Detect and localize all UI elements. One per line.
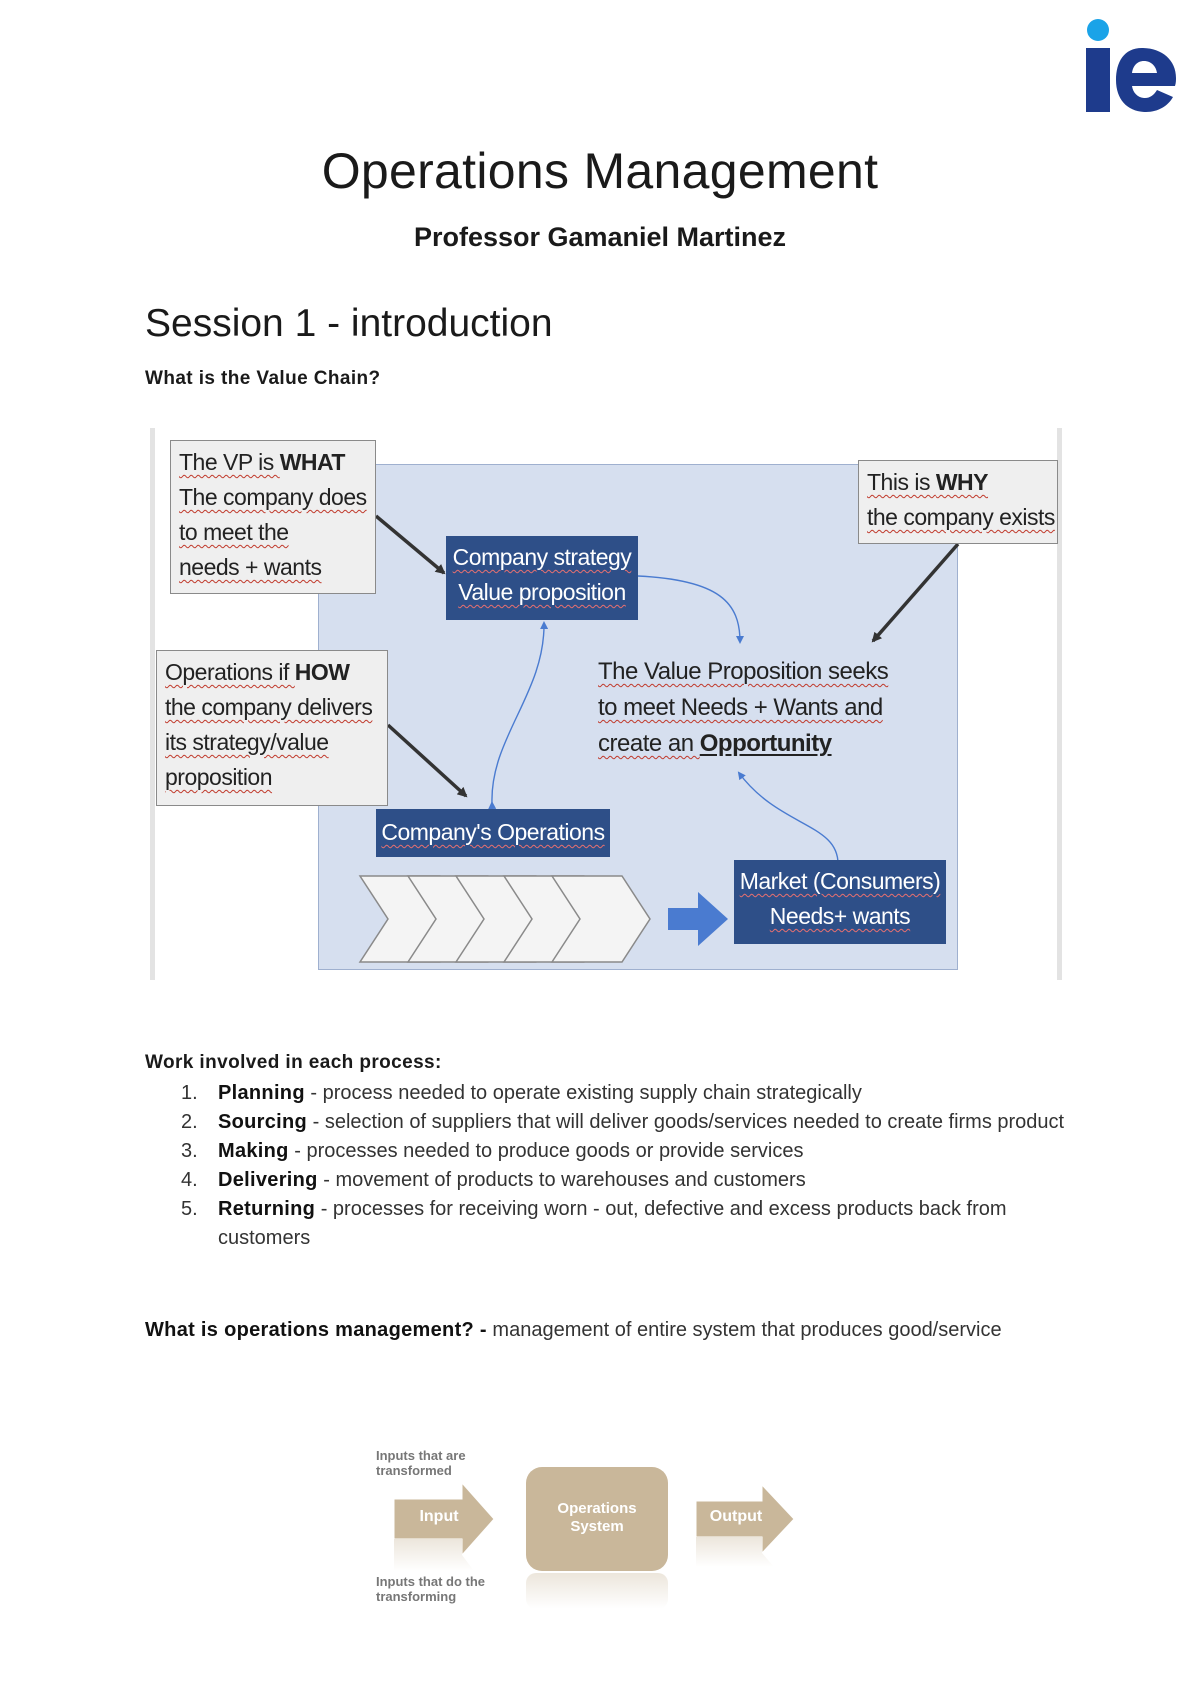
ops-callout-line4: proposition	[165, 764, 273, 790]
why-callout-line2: the company exists	[867, 504, 1055, 530]
list-term: Returning	[218, 1198, 316, 1220]
list-term: Sourcing	[218, 1111, 308, 1133]
process-heading: Work involved in each process:	[145, 1052, 442, 1073]
market-line1: Market (Consumers)	[739, 868, 941, 894]
opm-question: What is operations management? -	[145, 1319, 487, 1341]
author-name: Professor Gamaniel Martinez	[413, 222, 787, 252]
why-callout-line1-text: This is	[867, 469, 936, 495]
list-item	[145, 1079, 1065, 1108]
vp-callout-line1-text: The VP is	[179, 449, 280, 475]
opm-answer: management of entire system that produces good/service	[486, 1319, 1002, 1341]
why-callout	[858, 460, 1058, 544]
vp-what-callout	[170, 440, 376, 594]
vp-seeks-line2: to meet Needs + Wants and	[598, 694, 883, 721]
market-line2: Needs+ wants	[769, 903, 911, 929]
list-number: 1.	[181, 1082, 198, 1104]
ops-callout-line1-text: Operations if	[165, 659, 295, 685]
curve-ops-to-strategy	[492, 623, 544, 803]
operations-management-definition	[145, 1316, 1065, 1344]
strategy-line2: Value proposition	[458, 579, 626, 605]
arrow-vp-to-strategy	[376, 516, 444, 573]
list-number: 5.	[181, 1198, 198, 1220]
output-label: Output	[709, 1508, 763, 1525]
operations-system-reflection	[526, 1573, 668, 1609]
ops-callout-line2: the company delivers	[165, 694, 373, 720]
vp-seeks-text	[598, 654, 888, 762]
why-callout-why: WHY	[935, 469, 989, 495]
list-item	[145, 1166, 1065, 1195]
value-chain-diagram	[150, 428, 1062, 980]
strategy-line1: Company strategy	[452, 544, 632, 570]
input-arrow-reflection	[394, 1539, 474, 1571]
logo-dot	[1087, 19, 1109, 41]
process-list	[145, 1079, 1065, 1253]
list-number: 3.	[181, 1140, 198, 1162]
market-box	[734, 860, 946, 944]
vp-seeks-opportunity: Opportunity	[699, 730, 832, 757]
list-item	[145, 1108, 1065, 1137]
operations-system-line1: Operations	[557, 1500, 637, 1517]
ie-logo	[1080, 18, 1176, 118]
list-number: 4.	[181, 1169, 198, 1191]
list-term: Making	[218, 1140, 289, 1162]
curve-market-to-vp	[739, 773, 838, 866]
list-number: 2.	[181, 1111, 198, 1133]
ops-how-callout	[156, 650, 388, 806]
company-operations-box	[376, 809, 610, 857]
arrow-why-to-vp	[873, 544, 958, 641]
value-chain-question: What is the Value Chain?	[145, 368, 381, 389]
logo-i-stem	[1086, 48, 1110, 112]
page-title: Operations Management	[321, 143, 879, 199]
session-heading: Session 1 - introduction	[145, 302, 553, 345]
inputs-transformed-label: Inputs that are transformed	[376, 1448, 466, 1478]
list-term: Delivering	[218, 1169, 318, 1191]
vp-callout-line3: to meet the	[179, 519, 289, 545]
arrow-ops-to-company-ops	[388, 725, 466, 796]
curve-strategy-to-vp	[638, 576, 740, 642]
ops-callout-how: HOW	[294, 659, 350, 685]
arrow-to-market	[668, 892, 728, 946]
ops-callout-line3: its strategy/value	[165, 729, 329, 755]
io-diagram	[370, 1445, 810, 1625]
vp-seeks-line1: The Value Proposition seeks	[598, 658, 889, 685]
list-item	[145, 1195, 1065, 1253]
list-desc: - processes needed to produce goods or provide services	[288, 1140, 804, 1162]
list-desc: - selection of suppliers that will deliver goods/services needed to create firms product	[307, 1111, 1065, 1133]
list-desc: - process needed to operate existing supply chain strategically	[304, 1082, 862, 1104]
strategy-box	[446, 536, 638, 620]
logo-e	[1116, 48, 1176, 112]
inputs-transforming-label: Inputs that do the transforming	[376, 1574, 486, 1604]
list-desc: - movement of products to warehouses and customers	[317, 1169, 806, 1191]
vp-callout-line4: needs + wants	[179, 554, 322, 580]
process-chevrons	[360, 876, 650, 962]
list-term: Planning	[218, 1082, 305, 1104]
vp-callout-what: WHAT	[279, 449, 345, 475]
list-item	[145, 1137, 1065, 1166]
vp-callout-line2: The company does	[179, 484, 367, 510]
input-label: Input	[419, 1508, 459, 1525]
list-desc: - processes for receiving worn - out, defective and excess products back from customers	[218, 1198, 1007, 1249]
company-operations-label: Company's Operations	[381, 819, 605, 845]
vp-seeks-line3-text: create an	[598, 730, 700, 757]
operations-system-line2: System	[570, 1518, 624, 1535]
